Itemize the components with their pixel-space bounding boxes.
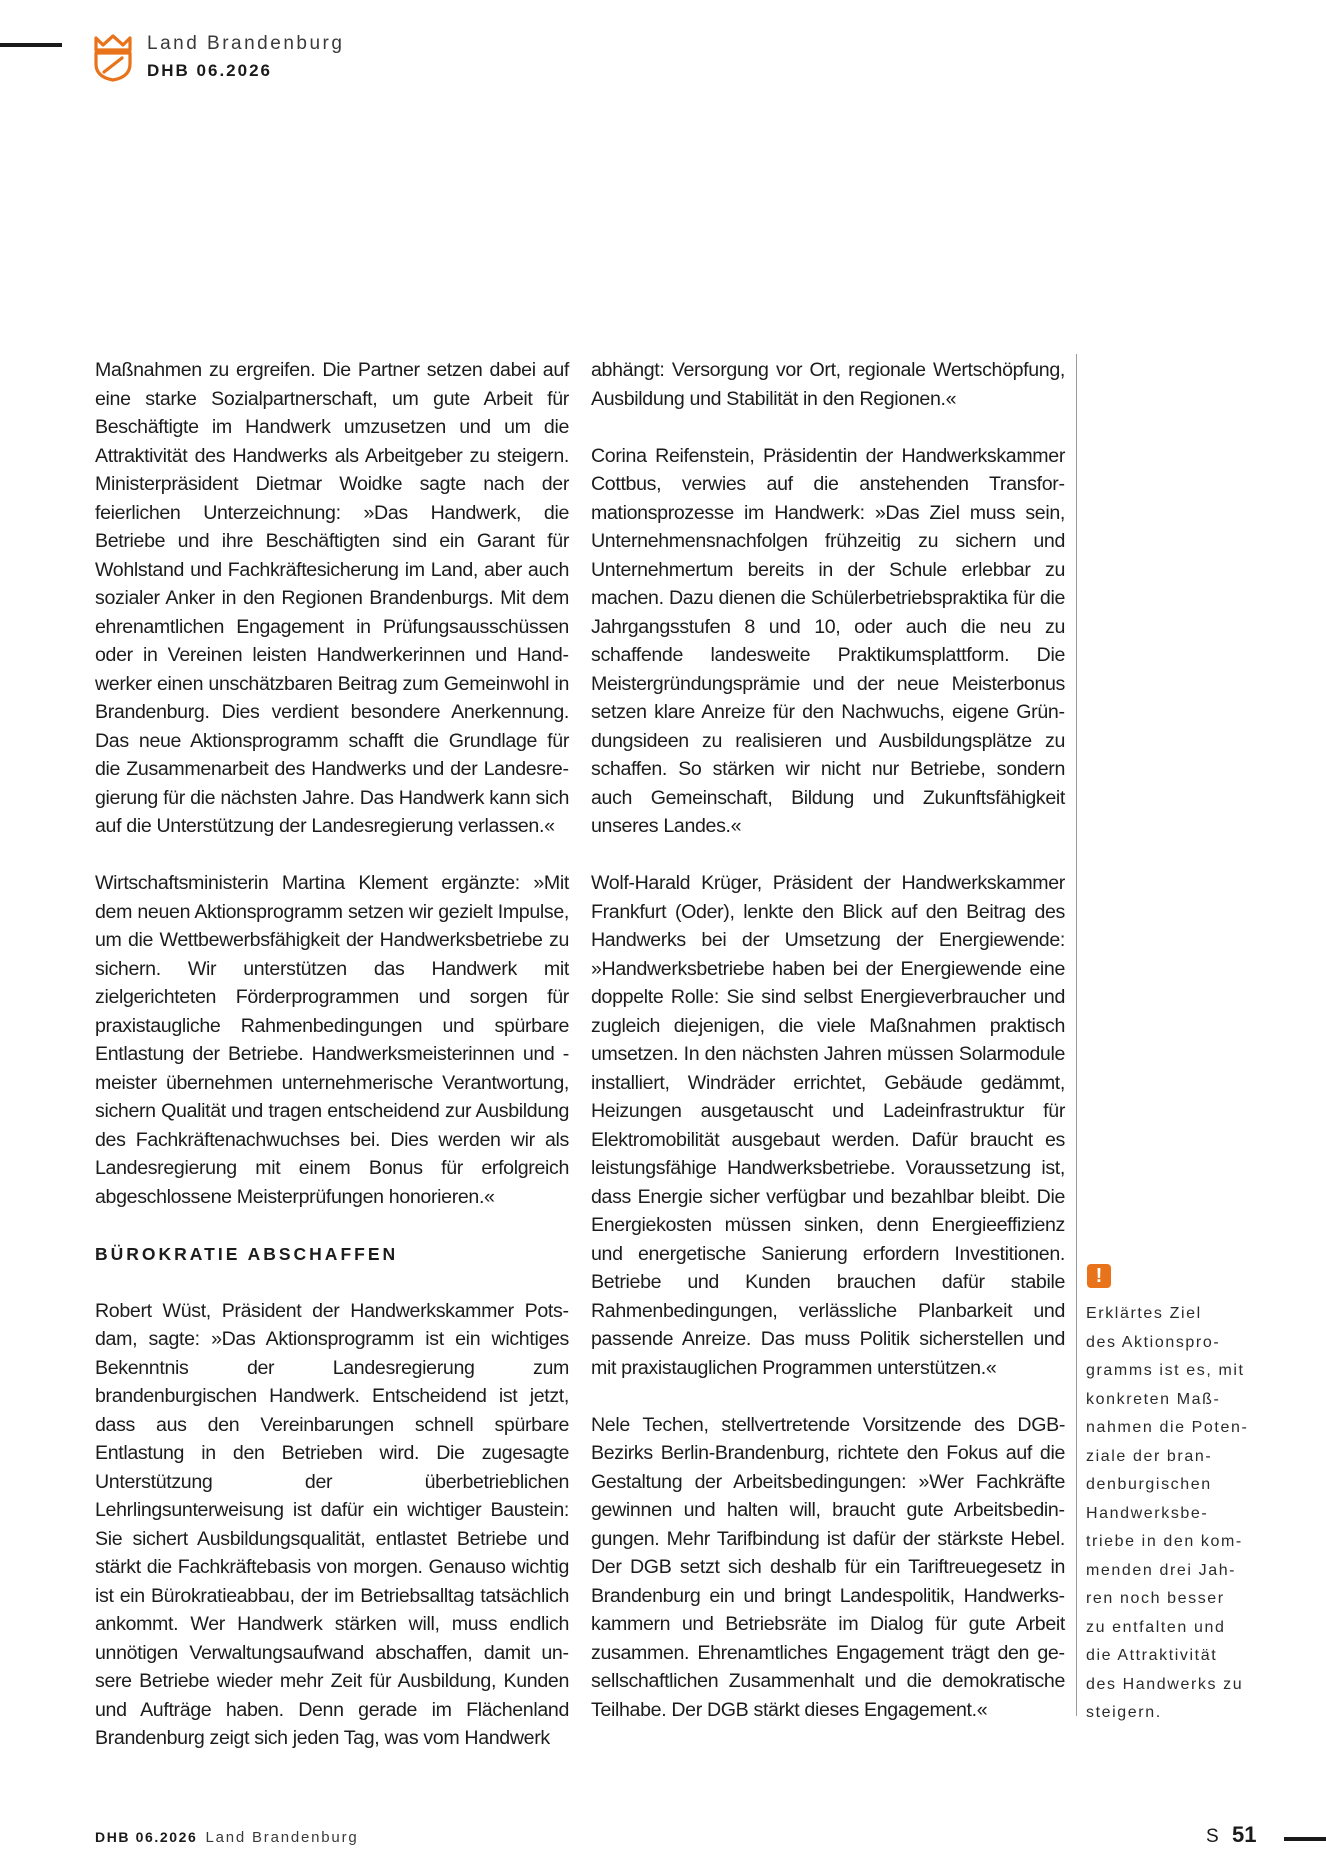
column-divider <box>1076 354 1077 1716</box>
sidenote-line: menden drei Jah- <box>1086 1561 1237 1579</box>
paragraph: Nele Techen, stellvertretende Vorsitzende des DGB-Bezirks Berlin-Brandenburg, richtete den Fokus auf die Gestaltung der Arbeitsbedingungen: »Wer Fachkräfte gewinnen und halten will, braucht gute Arbeitsbedingungen. Mehr Tarifbindung ist dafür der stärkste Hebel. Der DGB setzt sich deshalb für ein Tariftreuegesetz in Brandenburg ein und bringt Landespolitik, Handwerkskammern und Betriebsräte im Dialog für gute Arbeit zusammen. Ehrenamtliches Engagement trägt den gesellschaftlichen Zusammenhalt und die demokratische Teilhabe. Der DGB stärkt dieses Engagement.« <box>591 1413 1065 1721</box>
paragraph: Maßnahmen zu ergreifen. Die Partner setzen dabei auf eine starke Sozialpartnerschaft, um gute Arbeit für Beschäftigte im Handwerk umzusetzen und um die Attraktivität des Handwerks als Arbeitgeber zu steigern. Ministerpräsident Dietmar Woidke sagte nach der feierlichen Unterzeichnung: »Das Handwerk, die Betriebe und ihre Beschäftigten sind ein Garant für Wohlstand und Fachkräftesicherung im Land, aber auch sozialer Anker in den Regionen Brandenburgs. Mit dem ehrenamtlichen Engagement in Prüfungsausschüssen oder in Vereinen leisten Handwerkerinnen und Handwerker einen unschätzbaren Beitrag zum Gemeinwohl in Brandenburg. Dies verdient besondere Anerkennung. Das neue Aktionsprogramm schafft die Grundlage für die Zusammenarbeit des Handwerks und der Landesregierung für die nächsten Jahre. Das Handwerk kann sich auf die Unterstützung der Landesregierung verlassen.« <box>95 359 569 837</box>
paragraph: Corina Reifenstein, Präsidentin der Handwerkskammer Cottbus, verwies auf die anstehenden Transformationsprozesse im Handwerk: »Das Ziel muss sein, Unternehmensnachfolgen frühzeitig zu sichern und Unternehmertum bereits in der Schule erlebbar zu machen. Dazu dienen die Schülerbetriebspraktika für die Jahrgangsstufen 8 und 10, oder auch die neu zu schaffende landesweite Praktikumsplattform. Die Meistergründungsprämie und der neue Meisterbonus setzen klare Anreize für den Nachwuchs, eigene Gründungsideen zu realisieren und Ausbildungsplätze zu schaffen. So stärken wir nicht nur Betriebe, sondern auch Gemeinschaft, Bildung und Zukunftsfähigkeit unseres Landes.« <box>591 444 1065 837</box>
paragraph: abhängt: Versorgung vor Ort, regionale Wertschöpfung, Ausbildung und Stabilität in den Regionen.« <box>591 359 1065 410</box>
sidenote-line: denburgischen <box>1086 1476 1212 1493</box>
sidenote-line: ziale der bran- <box>1086 1447 1213 1465</box>
footer-rule <box>1284 1837 1326 1841</box>
exclamation-icon: ! <box>1087 1264 1111 1288</box>
sidenote-line: gramms ist es, mit <box>1086 1362 1245 1379</box>
section-heading: BÜROKRATIE ABSCHAFFEN <box>95 1243 399 1264</box>
sidenote-line: konkreten Maß- <box>1086 1390 1221 1408</box>
sidenote-line: ren noch besser <box>1086 1590 1225 1607</box>
paragraph: Wolf-Harald Krüger, Präsident der Handwerkskammer Frankfurt (Oder), lenkte den Blick auf den Beitrag des Handwerks bei der Umsetzung der Energiewende: »Handwerksbetriebe haben bei der Energiewende eine doppelte Rolle: Sie sind selbst Energieverbraucher und zugleich diejenigen, die viele Maßnahmen praktisch umsetzen. In den nächsten Jahren müssen Solarmodule installiert, Windräder errichtet, Gebäude gedämmt, Heizungen ausgetauscht und Ladeinfrastruktur für Elektromobilität ausgebaut werden. Dafür braucht es leistungsfähige Handwerksbetriebe. Voraussetzung ist, dass Energie sicher verfügbar und bezahlbar bleibt. Die Energiekosten müssen sinken, denn Energieeffizienz und energetische Sanierung erfordern Investitionen. Betriebe und Kunden brauchen dafür stabile Rahmenbedingungen, verlässliche Planbarkeit und passende Anreize. Das muss Politik sicherstellen und mit praxistauglichen Programmen unterstützen.« <box>591 872 1065 1379</box>
footer-region: Land Brandenburg <box>205 1829 359 1846</box>
crown-shield-icon <box>92 34 134 82</box>
sidenote <box>1086 1300 1274 1728</box>
sidenote-line: Handwerksbe- <box>1086 1504 1209 1522</box>
sidenote-line: Erklärtes Ziel <box>1086 1305 1202 1322</box>
sidenote-line: zu entfalten und <box>1086 1618 1226 1636</box>
sidenote-line: steigern. <box>1086 1704 1162 1721</box>
paragraph: Wirtschaftsministerin Martina Klement ergänzte: »Mit dem neuen Aktionsprogramm setzen wir gezielt Impulse, um die Wettbewerbsfähigkeit der Handwerksbetriebe zu sichern. Wir unterstützen das Handwerk mit zielgerichteten Förderprogrammen und sorgen für praxistaugliche Rahmenbedingungen und spürbare Entlastung der Betriebe. Handwerksmeisterinnen und -meister übernehmen unternehmerische Verantwortung, sichern Qualität und tragen entscheidend zur Ausbildung des Fachkräftenachwuchses bei. Dies werden wir als Landesregierung mit einem Bonus für erfolgreich abgeschlossene Meisterprüfungen honorieren.« <box>95 872 569 1208</box>
header-rule <box>0 43 62 47</box>
paragraph: Robert Wüst, Präsident der Handwerkskammer Potsdam, sagte: »Das Aktionsprogramm ist ein wichtiges Bekenntnis der Landesregierung zum brandenburgischen Handwerk. Entscheidend ist jetzt, dass aus den Vereinbarungen schnell spürbare Entlastung in den Betrieben wird. Die zugesagte Unterstützung der überbetrieblichen Lehrlingsunterweisung ist dafür ein wichtiger Baustein: Sie sichert Ausbildungsqualität, entlastet Betriebe und stärkt die Fachkräftebasis von morgen. Genauso wichtig ist ein Bürokratieabbau, der im Betriebsalltag tatsächlich ankommt. Wer Handwerk stärken will, muss endlich unnötigen Verwaltungsaufwand abschaffen, damit unsere Betriebe wieder mehr Zeit für Ausbildung, Kunden und Aufträge haben. Denn gerade im Flächenland Brandenburg zeigt sich jeden Tag, was vom Handwerk <box>95 1299 569 1749</box>
sidenote-line: des Aktionspro- <box>1086 1333 1221 1351</box>
article-column-left <box>95 356 569 1753</box>
footer <box>95 1829 359 1847</box>
article-column-right <box>591 356 1065 1724</box>
sidenote-line: die Attraktivität <box>1086 1647 1218 1664</box>
sidenote-line: des Handwerks zu <box>1086 1675 1244 1693</box>
header-region: Land Brandenburg <box>147 33 345 54</box>
sidenote-line: nahmen die Poten- <box>1086 1419 1249 1436</box>
sidenote-line: triebe in den kom- <box>1086 1533 1243 1550</box>
page-number: 51 <box>1232 1822 1257 1847</box>
page-prefix: S <box>1206 1826 1220 1847</box>
header-issue: DHB 06.2026 <box>147 61 273 80</box>
footer-issue: DHB 06.2026 <box>95 1829 198 1845</box>
